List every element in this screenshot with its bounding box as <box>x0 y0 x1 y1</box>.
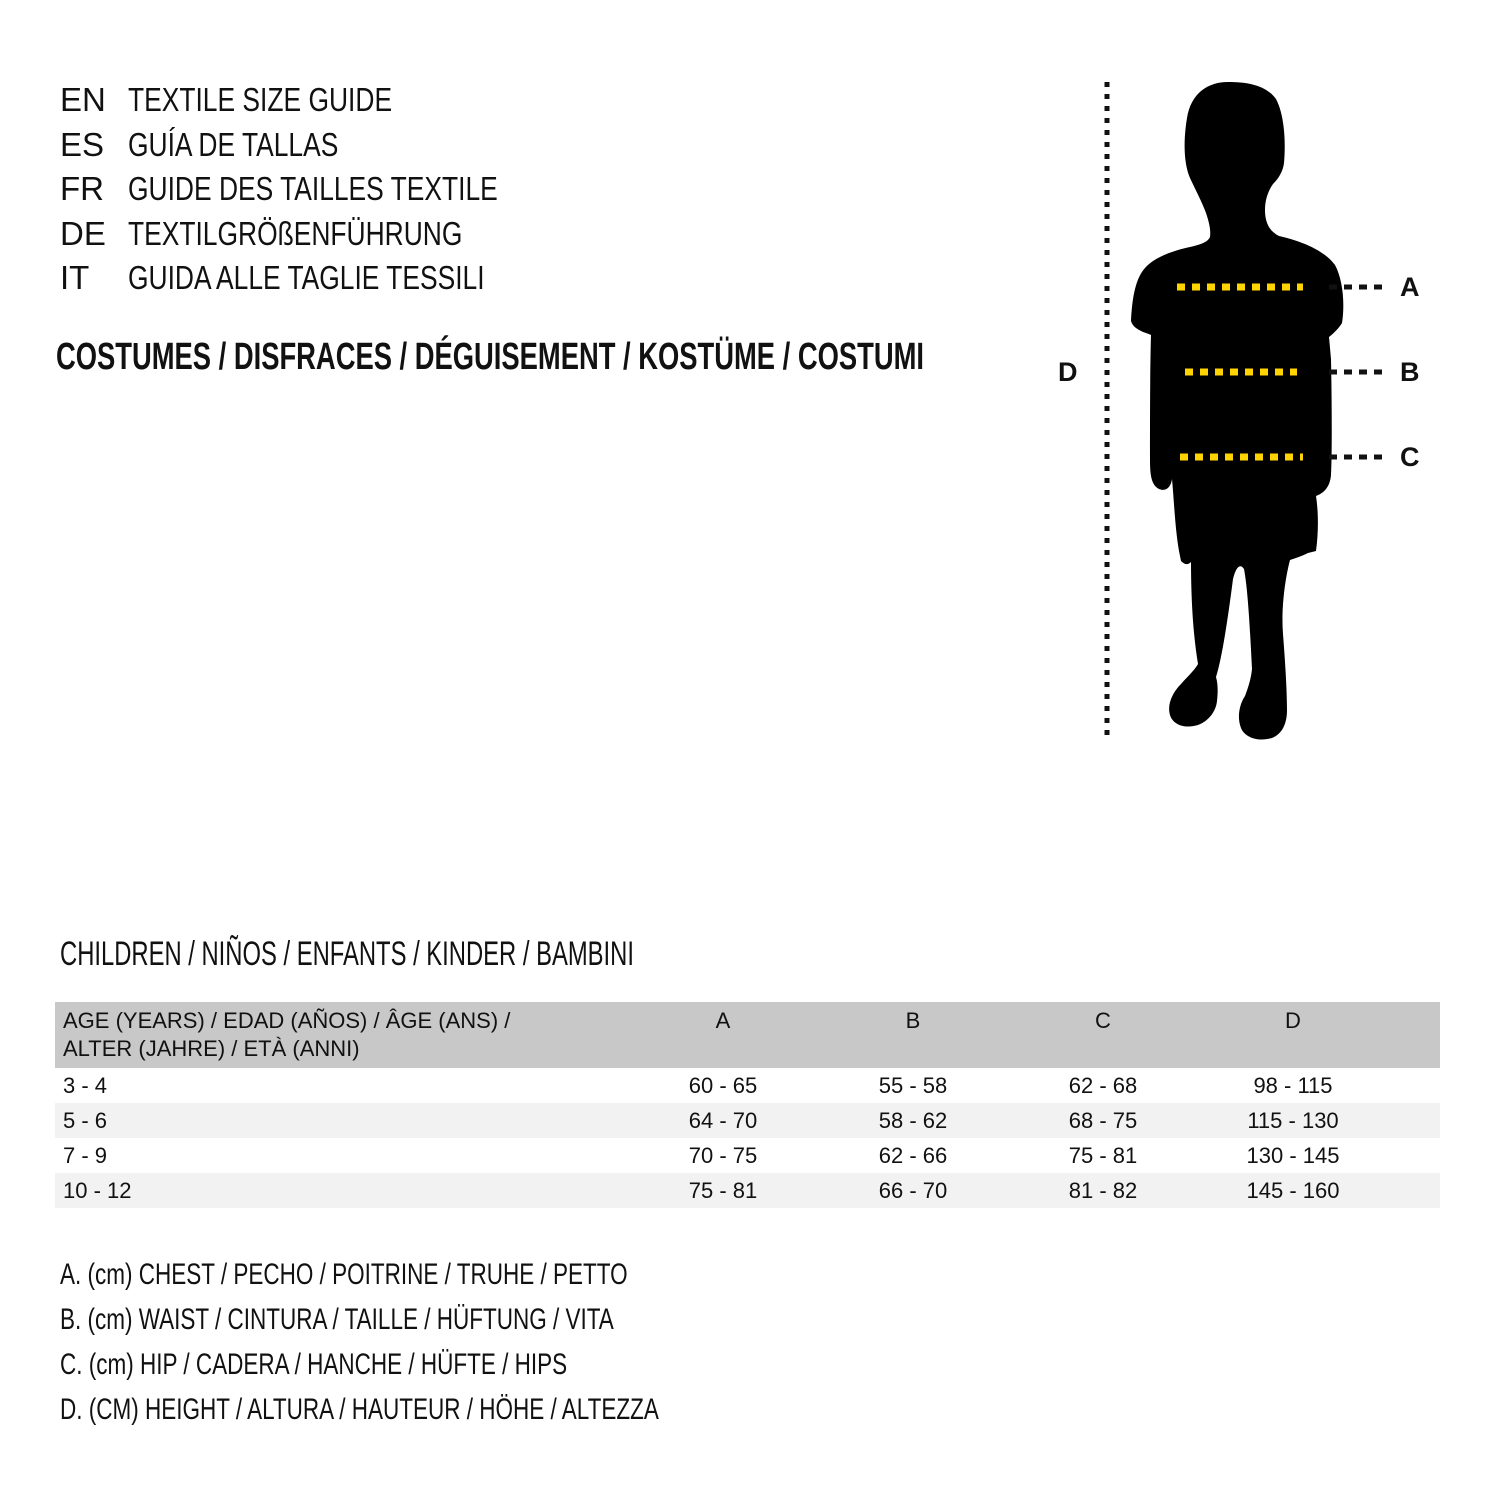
lang-code: EN <box>60 81 106 118</box>
lang-title: TEXTILGRÖßENFÜHRUNG <box>128 214 463 252</box>
height-label: D <box>1058 357 1078 387</box>
waist-label: B <box>1400 357 1420 387</box>
height-cell: 145 - 160 <box>1246 1178 1340 1203</box>
age-header-cell <box>55 1002 628 1068</box>
age-cell: 5 - 6 <box>63 1108 108 1133</box>
legend-text: B. (cm) WAIST / CINTURA / TAILLE / HÜFTUNG / VITA <box>60 1303 614 1336</box>
lang-row-en <box>60 78 590 123</box>
child-silhouette <box>1131 82 1343 740</box>
age-cell: 7 - 9 <box>63 1143 108 1168</box>
language-title-list <box>60 78 590 301</box>
chest-cell: 75 - 81 <box>688 1178 758 1203</box>
hip-cell: 75 - 81 <box>1068 1143 1138 1168</box>
lang-row-de <box>60 212 590 257</box>
legend-text: C. (cm) HIP / CADERA / HANCHE / HÜFTE / HIPS <box>60 1348 568 1381</box>
lang-code: IT <box>60 259 90 296</box>
age-cell: 3 - 4 <box>63 1073 108 1098</box>
lang-code: FR <box>60 170 104 207</box>
hip-cell: 81 - 82 <box>1068 1178 1138 1203</box>
table-section-title <box>60 936 880 972</box>
lang-code: ES <box>60 125 105 163</box>
waist-cell: 55 - 58 <box>878 1073 948 1098</box>
size-table-header <box>55 1002 1440 1068</box>
chest-cell: 60 - 65 <box>688 1073 758 1098</box>
age-header-line2: ALTER (JAHRE) / ETÀ (ANNI) <box>63 1036 360 1061</box>
column-header-d: D <box>1285 1008 1301 1033</box>
legend-line-chest <box>60 1252 858 1297</box>
category-title-text: COSTUMES / DISFRACES / DÉGUISEMENT / KOSTÜME / COSTUMI <box>56 336 924 378</box>
table-section-title-text: CHILDREN / NIÑOS / ENFANTS / KINDER / BAMBINI <box>60 935 634 973</box>
column-header-b: B <box>905 1008 921 1033</box>
hip-cell: 62 - 68 <box>1068 1073 1138 1098</box>
table-row <box>55 1103 1440 1138</box>
child-measurement-figure <box>1040 60 1460 760</box>
chest-cell: 64 - 70 <box>688 1108 758 1133</box>
legend-line-hip <box>60 1342 858 1387</box>
legend-line-height <box>60 1387 858 1432</box>
chest-cell: 70 - 75 <box>688 1143 758 1168</box>
hip-cell: 68 - 75 <box>1068 1108 1138 1133</box>
legend-text: A. (cm) CHEST / PECHO / POITRINE / TRUHE / PETTO <box>60 1258 628 1291</box>
height-cell: 98 - 115 <box>1253 1073 1333 1098</box>
waist-cell: 58 - 62 <box>878 1108 948 1133</box>
chest-label: A <box>1400 272 1420 302</box>
measurement-diagram <box>1040 60 1460 760</box>
column-header-c: C <box>1095 1008 1111 1033</box>
size-table <box>55 1002 1440 1208</box>
legend-line-waist <box>60 1297 858 1342</box>
lang-title: GUIDE DES TAILLES TEXTILE <box>128 170 498 207</box>
measurement-legend <box>60 1252 858 1432</box>
legend-text: D. (CM) HEIGHT / ALTURA / HAUTEUR / HÖHE / ALTEZZA <box>60 1393 659 1426</box>
lang-title: GUÍA DE TALLAS <box>128 125 339 163</box>
lang-code: DE <box>60 214 106 252</box>
lang-row-fr <box>60 167 590 212</box>
column-header-a: A <box>715 1008 731 1033</box>
lang-title: TEXTILE SIZE GUIDE <box>128 81 393 118</box>
age-header-line1: AGE (YEARS) / EDAD (AÑOS) / ÂGE (ANS) / <box>63 1008 511 1033</box>
hip-label: C <box>1400 442 1420 472</box>
waist-cell: 66 - 70 <box>878 1178 948 1203</box>
table-row <box>55 1138 1440 1173</box>
height-cell: 115 - 130 <box>1247 1108 1339 1133</box>
height-cell: 130 - 145 <box>1246 1143 1340 1168</box>
lang-title: GUIDA ALLE TAGLIE TESSILI <box>128 259 485 296</box>
table-row <box>55 1173 1440 1208</box>
waist-cell: 62 - 66 <box>878 1143 948 1168</box>
lang-row-es <box>60 123 590 168</box>
table-row <box>55 1068 1440 1103</box>
age-cell: 10 - 12 <box>63 1178 132 1203</box>
lang-row-it <box>60 256 590 301</box>
